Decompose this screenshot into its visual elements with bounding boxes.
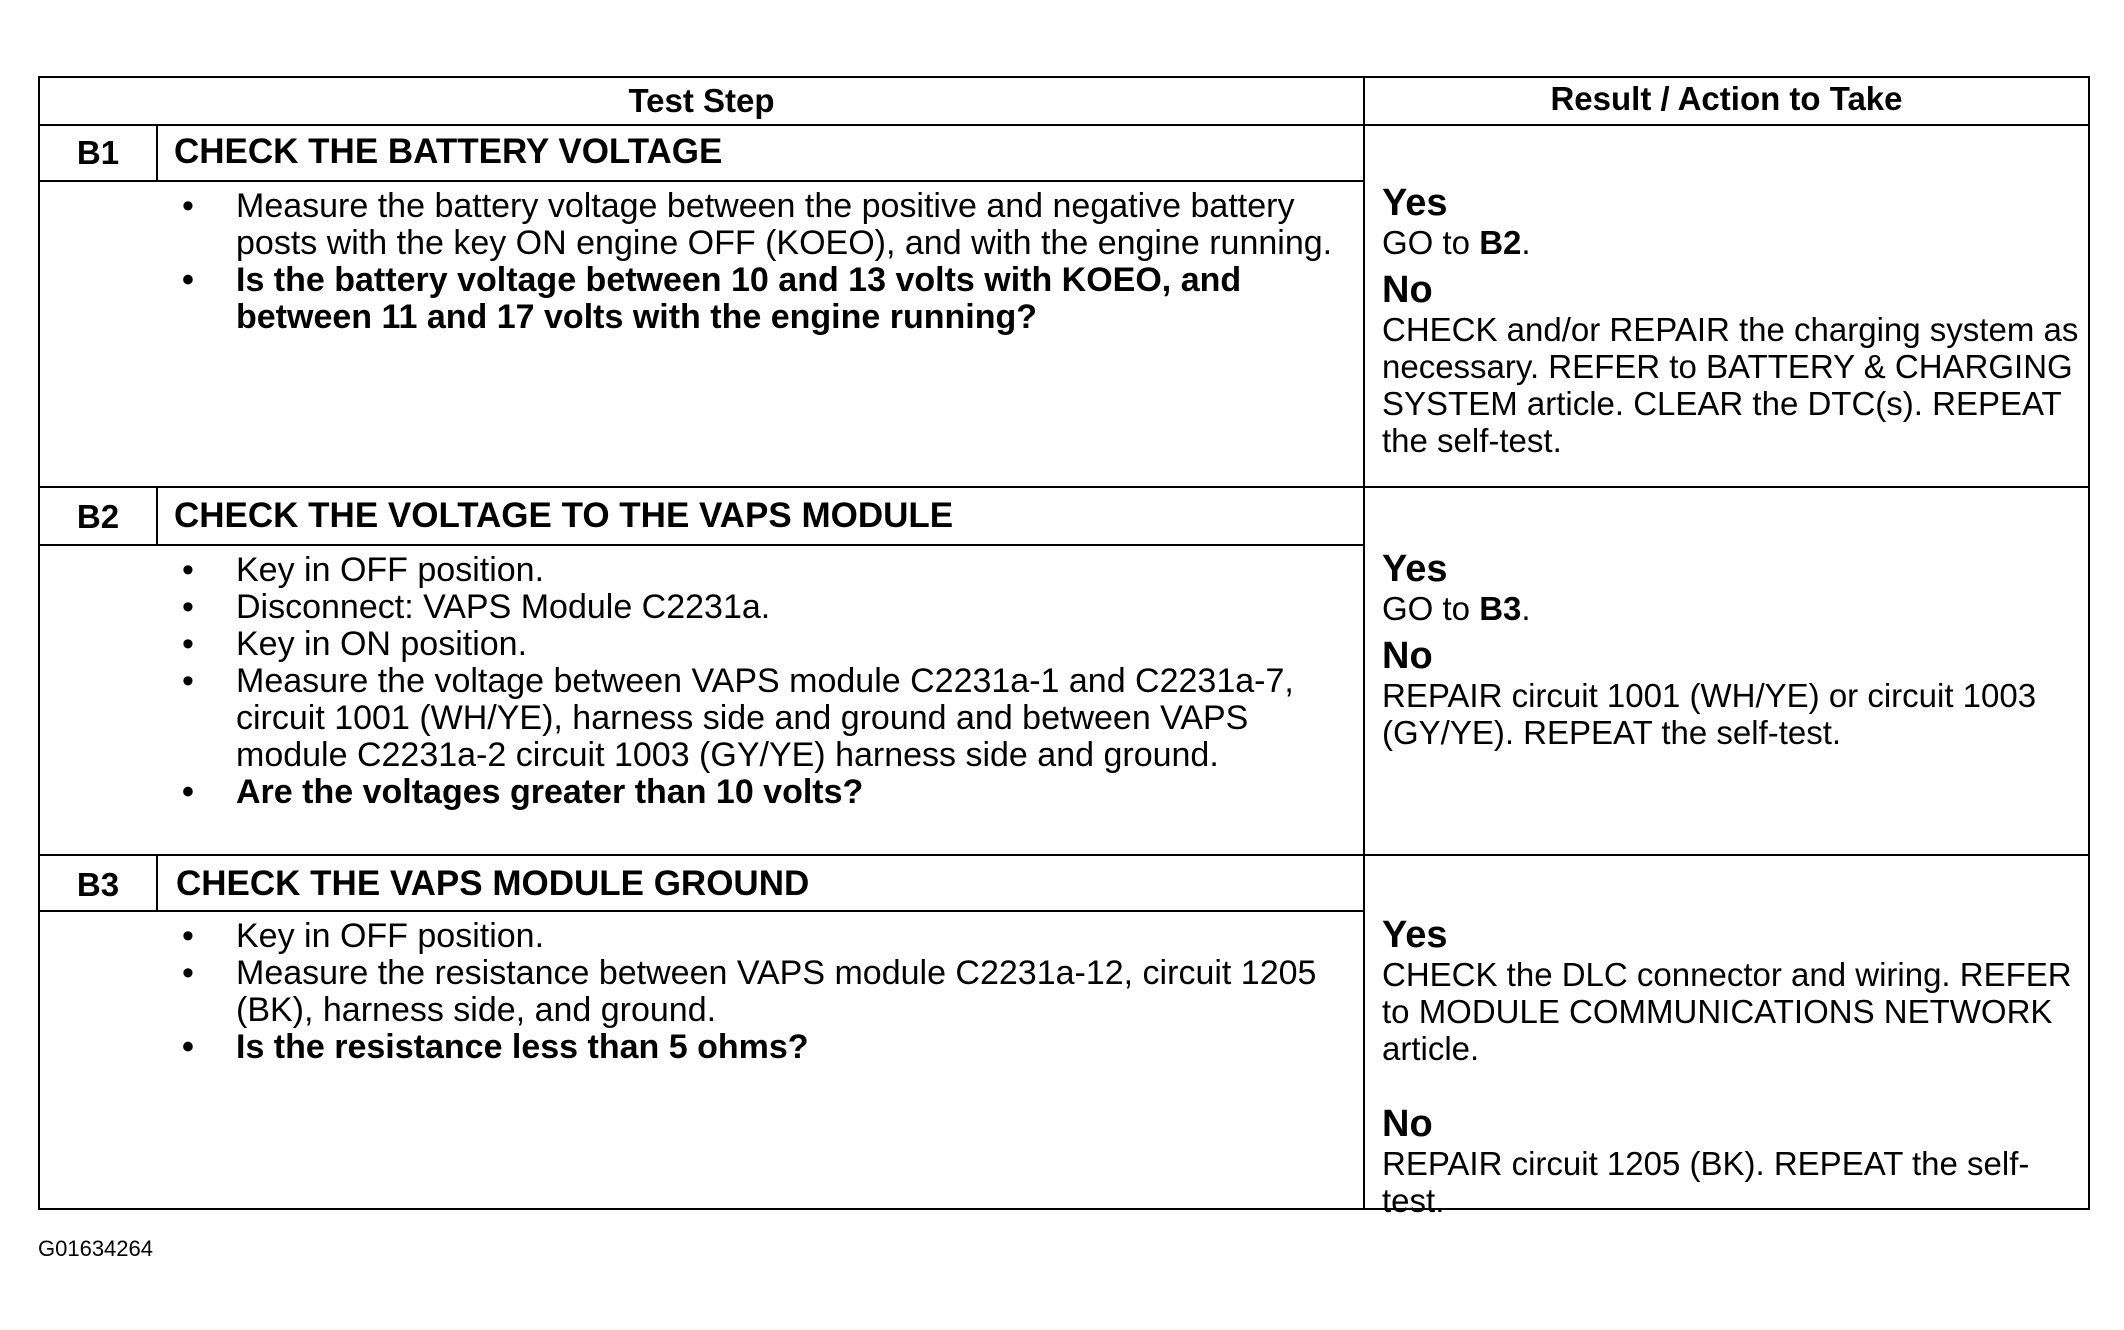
- step-id-b1: B1: [76, 134, 120, 171]
- bullet-glyph: •: [182, 588, 194, 626]
- yes-prefix: GO to: [1382, 224, 1480, 261]
- bullet-glyph: •: [182, 261, 194, 299]
- bullet-glyph: •: [182, 551, 194, 589]
- list-item: [174, 626, 1344, 663]
- question-text: Are the voltages greater than 10 volts?: [236, 773, 864, 811]
- yes-target: B3: [1479, 590, 1522, 627]
- list-item-question: [174, 1029, 1344, 1066]
- diagnostic-table: [38, 76, 2090, 1219]
- bullet-glyph: •: [182, 662, 194, 700]
- bullet-glyph: •: [182, 917, 194, 955]
- bullet-text: Key in ON position.: [236, 625, 528, 663]
- step-id-b2: B2: [76, 498, 120, 535]
- bullet-glyph: •: [182, 625, 194, 663]
- no-label: No: [1382, 269, 1433, 311]
- no-label: No: [1382, 635, 1433, 677]
- yes-label: Yes: [1382, 548, 1448, 590]
- no-action: CHECK and/or REPAIR the charging system as necessary. REFER to BATTERY & CHARGING SYSTEM article. CLEAR the DTC(s). REPEAT the self-test.: [1382, 311, 2079, 459]
- list-item: [174, 188, 1344, 262]
- list-item-question: [174, 774, 1344, 811]
- bullet-text: Key in OFF position.: [236, 551, 545, 589]
- question-text: Is the battery voltage between 10 and 13 volts with KOEO, and between 11 and 17 volts with the engine running?: [236, 261, 1242, 336]
- bullet-text: Key in OFF position.: [236, 917, 545, 955]
- list-item: [174, 552, 1344, 589]
- yes-target: B2: [1479, 224, 1522, 261]
- b1-title-underline: [40, 180, 1364, 182]
- bullet-text: Measure the resistance between VAPS module C2231a-12, circuit 1205 (BK), harness side, and ground.: [236, 954, 1317, 1029]
- header-result-action: Result / Action to Take: [1550, 80, 1903, 117]
- list-item: [174, 918, 1344, 955]
- column-divider: [1363, 78, 1365, 1208]
- no-action: REPAIR circuit 1205 (BK). REPEAT the self-test.: [1382, 1145, 2030, 1219]
- step-title-b1: CHECK THE BATTERY VOLTAGE: [174, 132, 723, 171]
- bullet-glyph: •: [182, 773, 194, 811]
- result-b2: [1382, 548, 2082, 751]
- yes-suffix: .: [1521, 590, 1531, 627]
- list-item-question: [174, 262, 1344, 336]
- bullet-glyph: •: [182, 954, 194, 992]
- no-label: No: [1382, 1103, 1433, 1145]
- list-item: [174, 955, 1344, 1029]
- result-b1: [1382, 182, 2082, 459]
- yes-action: [1382, 590, 2082, 627]
- step-b3-bullets: [174, 918, 1344, 1066]
- yes-label: Yes: [1382, 914, 1448, 956]
- b1-id-divider: [156, 124, 158, 182]
- figure-code: G01634264: [38, 1236, 153, 1261]
- bullet-glyph: •: [182, 1028, 194, 1066]
- step-b2-bullets: [174, 552, 1344, 811]
- yes-label: Yes: [1382, 182, 1448, 224]
- row-divider-b2-b3: [40, 854, 2088, 856]
- row-divider-b1-b2: [40, 486, 2088, 488]
- yes-suffix: .: [1521, 224, 1531, 261]
- yes-prefix: GO to: [1382, 590, 1480, 627]
- b3-title-underline: [40, 910, 1364, 912]
- bullet-glyph: •: [182, 187, 194, 225]
- no-action: REPAIR circuit 1001 (WH/YE) or circuit 1003 (GY/YE). REPEAT the self-test.: [1382, 677, 2037, 751]
- header-divider: [40, 124, 2088, 126]
- yes-action: [1382, 224, 2082, 261]
- b3-id-divider: [156, 854, 158, 912]
- yes-action: CHECK the DLC connector and wiring. REFER to MODULE COMMUNICATIONS NETWORK article.: [1382, 956, 2072, 1067]
- step-title-b3: CHECK THE VAPS MODULE GROUND: [176, 864, 810, 903]
- bullet-text: Measure the voltage between VAPS module C2231a-1 and C2231a-7, circuit 1001 (WH/YE), harness side and ground and between VAPS module C2231a-2 circuit 1003 (GY/YE) harness side and ground.: [236, 662, 1294, 774]
- step-id-b3: B3: [76, 866, 120, 903]
- bullet-text: Disconnect: VAPS Module C2231a.: [236, 588, 771, 626]
- b2-title-underline: [40, 544, 1364, 546]
- b2-id-divider: [156, 486, 158, 546]
- step-b1-bullets: [174, 188, 1344, 336]
- list-item: [174, 589, 1344, 626]
- list-item: [174, 663, 1344, 774]
- bullet-text: Measure the battery voltage between the positive and negative battery posts with the key ON engine OFF (KOEO), and with the engine running.: [236, 187, 1333, 262]
- step-title-b2: CHECK THE VOLTAGE TO THE VAPS MODULE: [174, 496, 954, 535]
- result-b3: [1382, 914, 2082, 1219]
- header-test-step: Test Step: [628, 82, 775, 119]
- question-text: Is the resistance less than 5 ohms?: [236, 1028, 809, 1066]
